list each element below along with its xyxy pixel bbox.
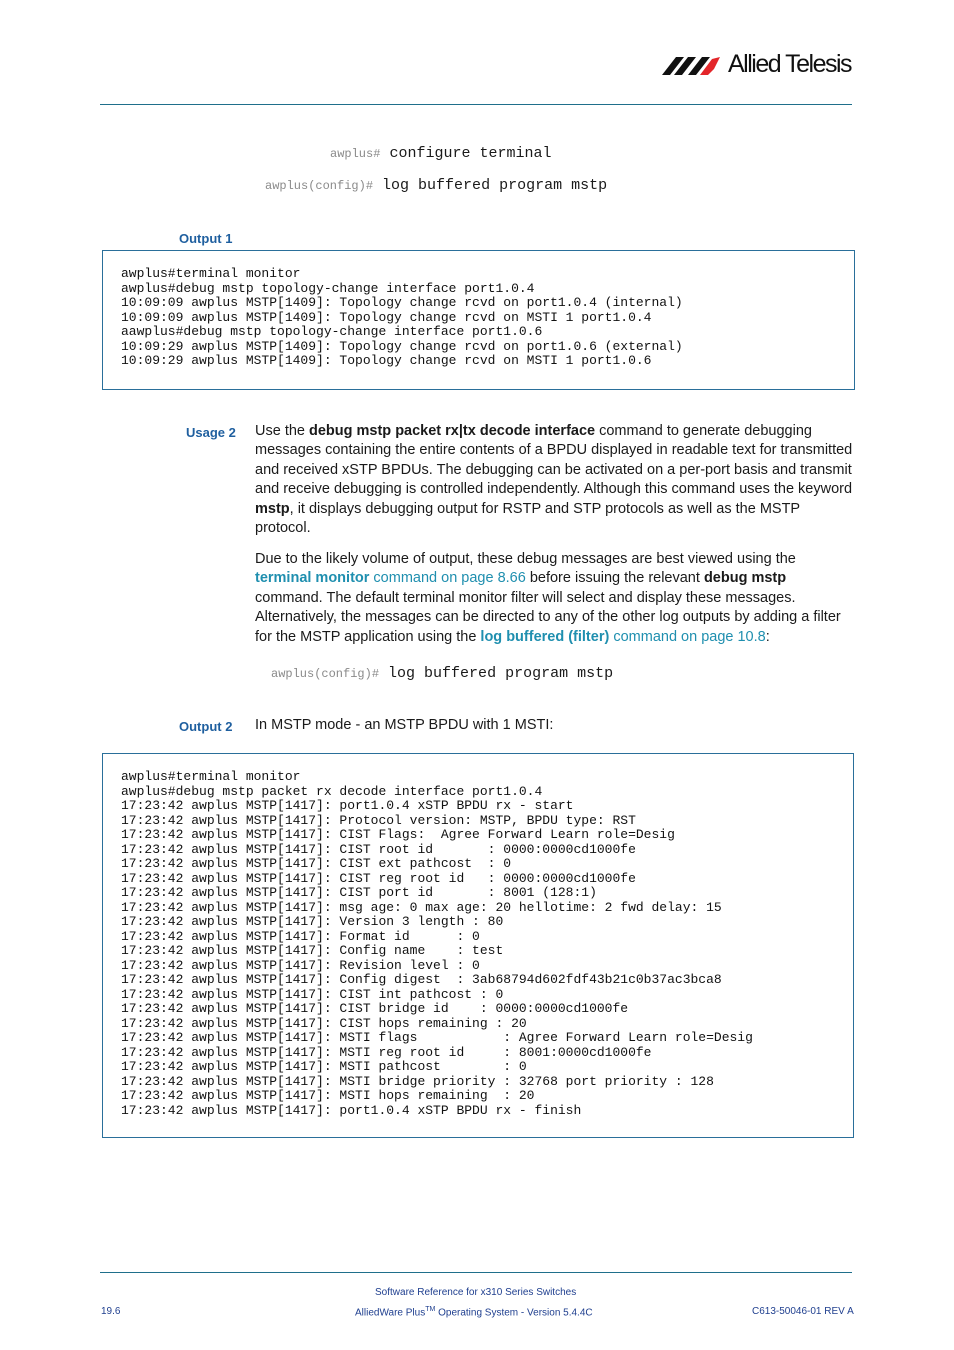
text-run: : [765, 628, 770, 645]
command-text: log buffered program mstp [382, 177, 608, 194]
output2-text: awplus#terminal monitor awplus#debug mstp packet rx decode interface port1.0.4 17:23:42 awplus MSTP[1417]: port1.0.4 xSTP BPDU rx - start 17:23:42 awplus MSTP[1417]: Protocol version: MSTP, BPDU type: RST 17:23:42 awplus MSTP[1417]: CIST Flags: Agree Forward Learn role=Desig 17:23:42 awplus MSTP[1417]: CIST root id : 0000:0000cd1000fe 17:23:42 awplus MSTP[1417]: CIST ext pathcost : 0 17:23:42 awplus MSTP[1417]: CIST reg root id : 0000:0000cd1000fe 17:23:42 awplus MSTP[1417]: CIST port id : 8001 (128:1) 17:23:42 awplus MSTP[1417]: msg age: 0 max age: 20 hellotime: 2 fwd delay: 15 17:23:42 awplus MSTP[1417]: Version 3 length : 80 17:23:42 awplus MSTP[1417]: Format id : 0 17:23:42 awplus MSTP[1417]: Config name : test 17:23:42 awplus MSTP[1417]: Revision level : 0 17:23:42 awplus MSTP[1417]: Config digest : 3ab68794d602fdf43b21c0b37ac3bca8 17:23:42 awplus MSTP[1417]: CIST int pathcost : 0 17:23:42 awplus MSTP[1417]: CIST bridge id : 0000:0000cd1000fe 17:23:42 awplus MSTP[1417]: CIST hops remaining : 20 17:23:42 awplus MSTP[1417]: MSTI flags : Agree Forward Learn role=Desig 17:23:42 awplus MSTP[1417]: MSTI reg root id : 8001:0000cd1000fe 17:23:42 awplus MSTP[1417]: MSTI pathcost : 0 17:23:42 awplus MSTP[1417]: MSTI bridge priority : 32768 port priority : 128 17:23:42 awplus MSTP[1417]: MSTI hops remaining : 20 17:23:42 awplus MSTP[1417]: port1.0.4 xSTP BPDU rx - finish [121, 769, 753, 1118]
terminal-monitor-link[interactable] [255, 570, 526, 586]
trademark: TM [425, 1306, 436, 1313]
command-prompt: awplus# [330, 147, 381, 161]
footer-title: Software Reference for x310 Series Switches [375, 1287, 577, 1298]
command-text: configure terminal [389, 145, 552, 162]
product-version: Operating System - Version 5.4.4C [435, 1307, 593, 1319]
usage2-paragraph-1 [255, 422, 855, 538]
command-line-2 [265, 177, 607, 194]
text-run: , it displays debugging output for RSTP and STP protocols as well as the MSTP protocol. [255, 500, 800, 537]
logo-text: Allied Telesis [728, 50, 852, 78]
footer-product [355, 1306, 593, 1318]
command-line-3 [271, 665, 613, 682]
usage2-paragraph-2 [255, 550, 855, 647]
text-run: before issuing the relevant [525, 570, 704, 587]
text-run: Due to the likely volume of output, these debug messages are best viewed using the [255, 551, 796, 567]
text-run: command to generate debugging messages containing the entire contents of a BPDU displayed in readable text for transmitted and received xSTP BPDUs. The debugging can be activated on a per-port basis and transmit and receive debugging is controlled independently. Although this command uses the keyword [255, 423, 853, 498]
output2-label: Output 2 [179, 719, 233, 734]
keyword: mstp [255, 500, 290, 517]
link-bold: terminal monitor [255, 570, 370, 587]
link-rest: command on page 8.66 [369, 570, 526, 587]
output1-box [102, 250, 855, 390]
output2-box [102, 753, 854, 1138]
output1-label: Output 1 [179, 231, 233, 246]
output2-caption: In MSTP mode - an MSTP BPDU with 1 MSTI: [255, 717, 554, 733]
keyword: debug mstp [703, 570, 787, 587]
link-rest: command on page 10.8 [609, 628, 766, 645]
footer-page-number: 19.6 [101, 1306, 121, 1317]
product-name: AlliedWare Plus [355, 1307, 426, 1319]
allied-telesis-logo [662, 50, 854, 80]
header-rule [100, 104, 852, 105]
command-prompt: awplus(config)# [271, 667, 380, 681]
command-text: log buffered program mstp [388, 665, 614, 682]
output1-text: awplus#terminal monitor awplus#debug mstp topology-change interface port1.0.4 10:09:09 awplus MSTP[1409]: Topology change rcvd on port1.0.4 (internal) 10:09:09 awplus MSTP[1409]: Topology change rcvd on MSTI 1 port1.0.4 aawplus#debug mstp topology-change interface port1.0.6 10:09:29 awplus MSTP[1409]: Topology change rcvd on port1.0.6 (external) 10:09:29 awplus MSTP[1409]: Topology change rcvd on MSTI 1 port1.0.6 [121, 266, 683, 368]
command-prompt: awplus(config)# [265, 179, 374, 193]
command-line-1 [330, 145, 551, 162]
command-name: debug mstp packet rx|tx decode interface [309, 423, 596, 439]
text-run: Use the [255, 423, 309, 439]
link-bold: log buffered (filter) [480, 628, 610, 645]
footer-doc-id: C613-50046-01 REV A [752, 1306, 854, 1317]
logo-mark-icon [662, 53, 724, 79]
usage2-label: Usage 2 [186, 425, 236, 440]
log-buffered-filter-link[interactable] [480, 629, 765, 645]
text-run: command. The default terminal monitor filter will select and display these messages. Alternatively, the messages can be directed to any of the other log outputs by adding a filter for the MSTP application using the [255, 589, 841, 645]
footer-rule [100, 1272, 852, 1273]
